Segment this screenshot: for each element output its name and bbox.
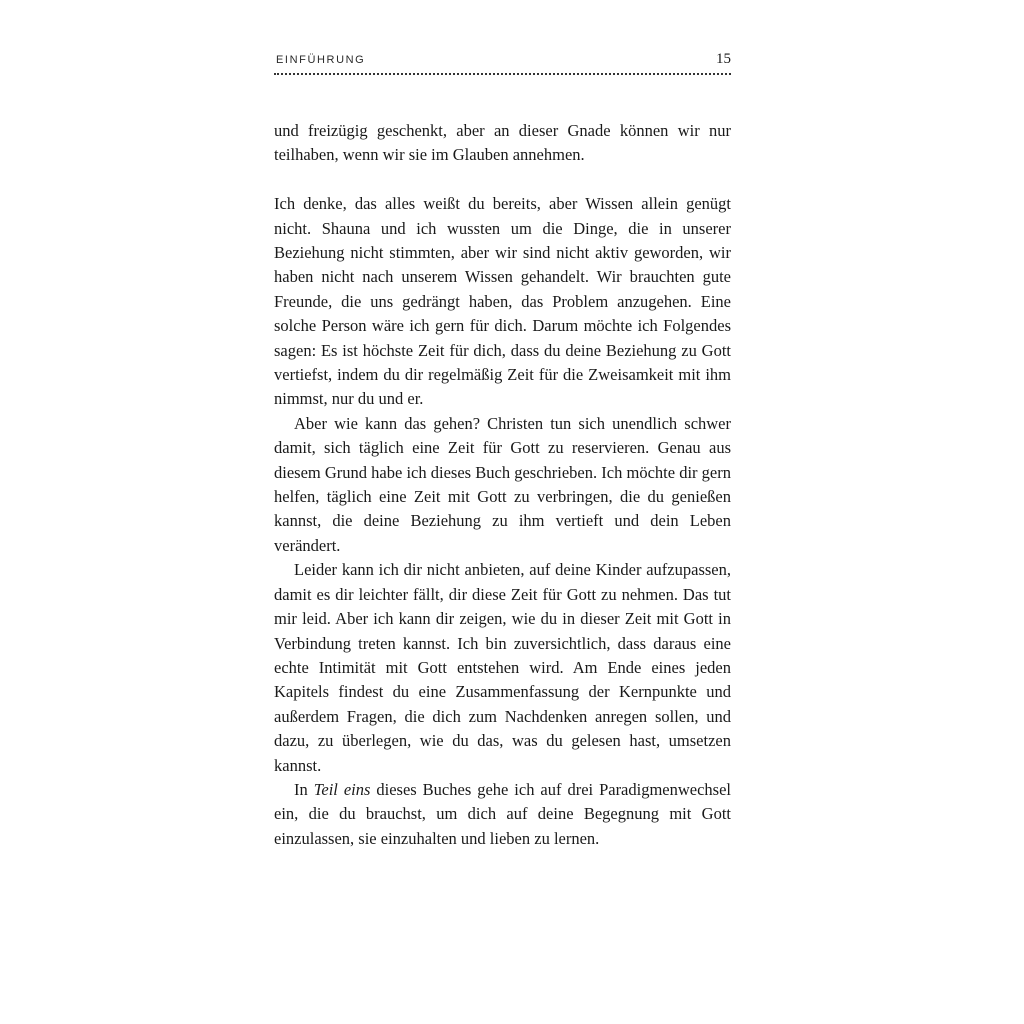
page-number: 15 <box>716 51 731 67</box>
part-reference: Teil eins <box>313 779 371 799</box>
paragraph-5-lead: In <box>294 779 314 799</box>
paragraph-2: Ich denke, das alles weißt du bereits, aber Wissen allein genügt nicht. Shauna und ich wussten um die Dinge, die in unserer Beziehung nicht stimmten, aber wir sind nicht aktiv geworden, wir haben nicht nach unserem Wissen gehandelt. Wir brauchten gute Freunde, die uns gedrängt haben, das Problem anzugehen. Eine solche Person wäre ich gern für dich. Darum möchte ich Folgendes sagen: Es ist höchste Zeit für dich, dass du deine Beziehung zu Gott vertiefst, indem du dir regelmäßig Zeit für die Zweisamkeit mit ihm nimmst, nur du und er. <box>274 194 731 409</box>
paragraph-5 <box>274 778 731 851</box>
body-text <box>274 119 731 851</box>
paragraph-5-rest: dieses Buches gehe ich auf drei Paradigmenwechsel ein, die du brauchst, um dich auf deine Begegnung mit Gott einzulassen, sie einzuhalten und lieben zu lernen. <box>274 779 732 848</box>
paragraph-1: und freizügig geschenkt, aber an dieser Gnade können wir nur teilhaben, wenn wir sie im Glauben annehmen. <box>274 121 731 165</box>
chapter-title: EINFÜHRUNG <box>276 54 366 66</box>
dotted-divider <box>274 73 731 75</box>
paragraph-3: Aber wie kann das gehen? Christen tun sich unendlich schwer damit, sich täglich eine Zeit für Gott zu reservieren. Genau aus diesem Grund habe ich dieses Buch geschrieben. Ich möchte dir gern helfen, täglich eine Zeit mit Gott zu verbringen, die du genießen kannst, die deine Beziehung zu ihm vertieft und dein Leben verändert. <box>274 413 731 555</box>
book-page <box>274 0 731 1024</box>
paragraph-4: Leider kann ich dir nicht anbieten, auf deine Kinder aufzupassen, damit es dir leichter fällt, dir diese Zeit für Gott zu nehmen. Das tut mir leid. Aber ich kann dir zeigen, wie du in dieser Zeit mit Gott in Verbindung treten kannst. Ich bin zuversichtlich, dass daraus eine echte Intimität mit Gott entstehen wird. Am Ende eines jeden Kapitels findest du eine Zusammenfassung der Kernpunkte und außerdem Fragen, die dich zum Nachdenken anregen sollen, und dazu, zu überlegen, wie du das, was du gelesen hast, umsetzen kannst. <box>274 560 731 775</box>
running-header <box>274 51 731 71</box>
